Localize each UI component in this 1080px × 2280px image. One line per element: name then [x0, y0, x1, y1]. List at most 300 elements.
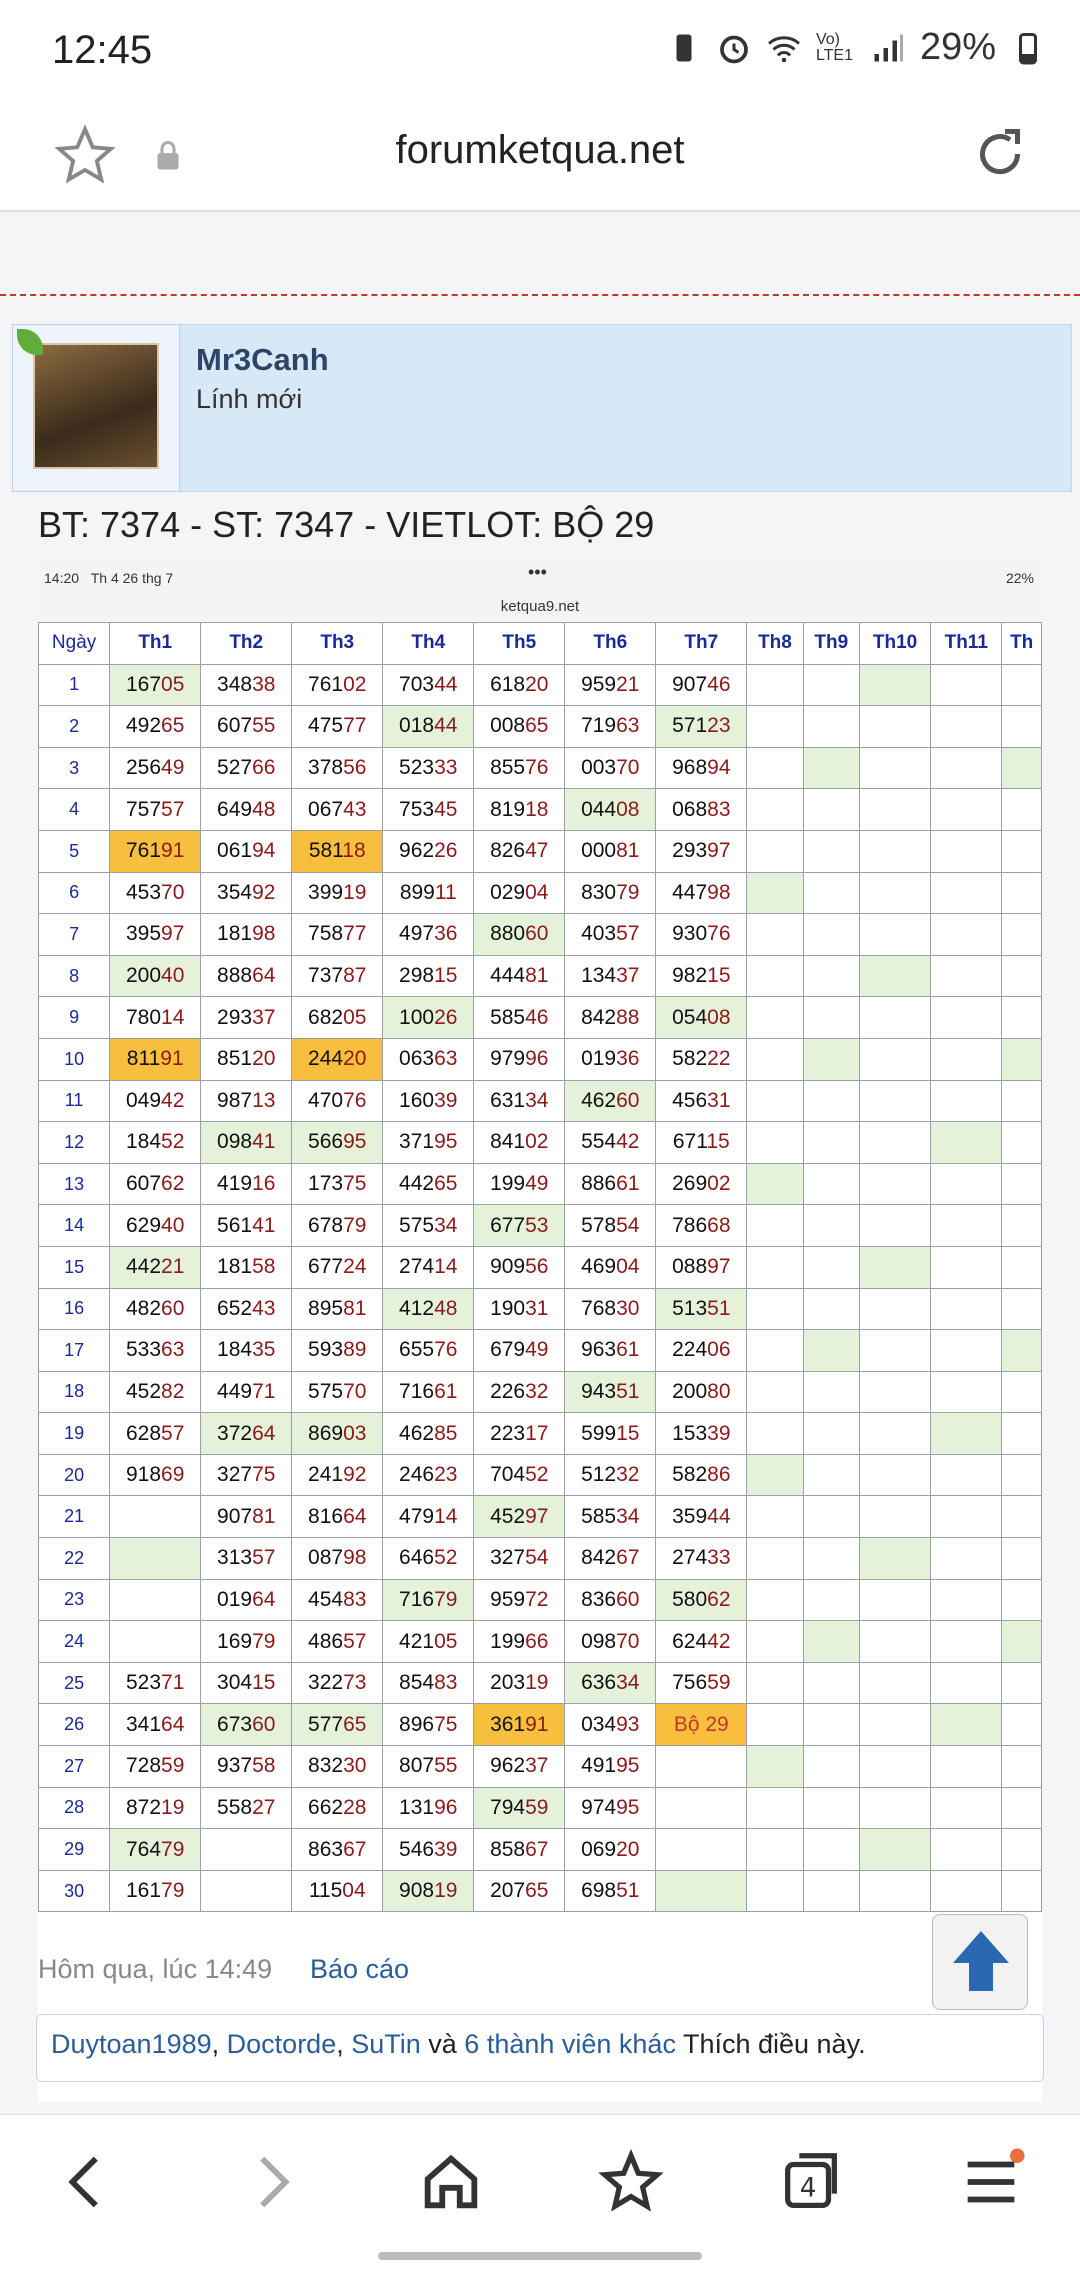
result-cell	[859, 1496, 930, 1538]
result-cell: 84102	[474, 1122, 565, 1164]
column-header: Th1	[110, 623, 201, 665]
column-header: Th10	[859, 623, 930, 665]
result-cell: 18435	[201, 1330, 292, 1372]
result-cell	[747, 914, 803, 956]
back-icon[interactable]	[52, 2147, 122, 2217]
report-link[interactable]: Báo cáo	[310, 1954, 410, 1984]
result-cell	[803, 1288, 859, 1330]
result-cell	[803, 1829, 859, 1871]
result-cell	[1002, 1829, 1042, 1871]
result-cell: 47914	[383, 1496, 474, 1538]
day-cell: 28	[39, 1787, 110, 1829]
result-cell: 06883	[656, 789, 747, 831]
result-cell	[803, 1163, 859, 1205]
result-cell	[931, 1496, 1002, 1538]
result-cell: 06920	[565, 1829, 656, 1871]
result-cell	[1002, 664, 1042, 706]
day-cell: 9	[39, 997, 110, 1039]
clock: 12:45	[52, 28, 153, 72]
result-cell: 85120	[201, 1038, 292, 1080]
result-cell	[859, 872, 930, 914]
result-cell	[1002, 1371, 1042, 1413]
result-cell	[747, 830, 803, 872]
forward-icon[interactable]	[236, 2147, 306, 2217]
scroll-top-button[interactable]	[932, 1914, 1028, 2010]
result-cell: 67753	[474, 1205, 565, 1247]
day-cell: 1	[39, 664, 110, 706]
result-cell	[1002, 1496, 1042, 1538]
result-cell: 93758	[201, 1746, 292, 1788]
result-cell: 49265	[110, 706, 201, 748]
embedded-time: 14:20 Th 4 26 thg 7	[44, 570, 174, 586]
result-cell	[931, 1538, 1002, 1580]
tabs-icon[interactable]	[776, 2147, 846, 2217]
result-cell	[803, 1038, 859, 1080]
result-cell	[931, 1870, 1002, 1912]
result-cell: 37195	[383, 1122, 474, 1164]
result-cell: 37856	[292, 747, 383, 789]
result-cell: 88864	[201, 955, 292, 997]
result-cell: 89675	[383, 1704, 474, 1746]
result-cell	[931, 1704, 1002, 1746]
result-cell: 59389	[292, 1330, 383, 1372]
result-cell: 35944	[656, 1496, 747, 1538]
table-row	[39, 997, 1042, 1039]
likes-suffix: Thích điều này.	[675, 2029, 866, 2059]
result-cell	[859, 1246, 930, 1288]
result-cell	[110, 1496, 201, 1538]
result-cell	[859, 664, 930, 706]
result-cell: 27414	[383, 1246, 474, 1288]
result-cell: 41248	[383, 1288, 474, 1330]
result-cell	[859, 1662, 930, 1704]
url-text[interactable]: forumketqua.net	[395, 128, 685, 172]
result-cell: 67360	[201, 1704, 292, 1746]
day-cell: 5	[39, 830, 110, 872]
result-cell	[747, 1538, 803, 1580]
result-cell	[803, 1579, 859, 1621]
result-cell: 62857	[110, 1413, 201, 1455]
result-cell	[747, 1205, 803, 1247]
result-cell: 00370	[565, 747, 656, 789]
result-cell: 70344	[383, 664, 474, 706]
battery-percent: 29%	[919, 26, 996, 68]
result-cell	[803, 1621, 859, 1663]
result-cell	[747, 1163, 803, 1205]
result-cell: 52371	[110, 1662, 201, 1704]
day-cell: 2	[39, 706, 110, 748]
result-cell: 13196	[383, 1787, 474, 1829]
result-cell: 05408	[656, 997, 747, 1039]
day-cell: 14	[39, 1205, 110, 1247]
result-cell: 82647	[474, 830, 565, 872]
result-cell	[747, 1746, 803, 1788]
result-cell	[859, 1787, 930, 1829]
result-cell	[1002, 830, 1042, 872]
result-cell: 15339	[656, 1413, 747, 1455]
day-cell: 19	[39, 1413, 110, 1455]
result-cell	[1002, 997, 1042, 1039]
result-cell	[803, 1080, 859, 1122]
column-header: Th8	[747, 623, 803, 665]
result-cell	[803, 830, 859, 872]
result-cell: 66228	[292, 1787, 383, 1829]
day-cell: 4	[39, 789, 110, 831]
result-cell	[747, 1829, 803, 1871]
result-cell: 34164	[110, 1704, 201, 1746]
day-cell: 22	[39, 1538, 110, 1580]
result-cell	[747, 1122, 803, 1164]
day-cell: 25	[39, 1662, 110, 1704]
result-cell: 63634	[565, 1662, 656, 1704]
result-cell	[803, 1413, 859, 1455]
table-row	[39, 1246, 1042, 1288]
result-cell: 72859	[110, 1746, 201, 1788]
result-cell: 20765	[474, 1870, 565, 1912]
result-cell: 81664	[292, 1496, 383, 1538]
result-cell	[1002, 1538, 1042, 1580]
result-cell: 03493	[565, 1704, 656, 1746]
result-cell: 00865	[474, 706, 565, 748]
result-cell: 57854	[565, 1205, 656, 1247]
result-cell	[803, 955, 859, 997]
result-cell	[201, 1870, 292, 1912]
result-cell: 90819	[383, 1870, 474, 1912]
status-icons	[666, 26, 1046, 69]
result-cell: 69851	[565, 1870, 656, 1912]
result-cell: 71661	[383, 1371, 474, 1413]
result-cell: 39919	[292, 872, 383, 914]
like-user[interactable]: Doctorde	[226, 2029, 337, 2059]
column-header: Th7	[656, 623, 747, 665]
result-cell	[931, 706, 1002, 748]
result-cell: 32273	[292, 1662, 383, 1704]
result-cell: 86903	[292, 1413, 383, 1455]
result-cell: 76479	[110, 1829, 201, 1871]
table-row	[39, 1829, 1042, 1871]
column-header: Th4	[383, 623, 474, 665]
result-cell: 45297	[474, 1496, 565, 1538]
username[interactable]: Mr3Canh	[196, 342, 329, 377]
column-header: Ngày	[39, 623, 110, 665]
reload-icon[interactable]	[970, 124, 1030, 184]
post-title: BT: 7374 - ST: 7347 - VIETLOT: BỘ 29	[38, 504, 655, 545]
like-user[interactable]: Duytoan1989	[51, 2029, 212, 2059]
network-type: Vo) LTE1	[815, 30, 853, 64]
result-cell: 00081	[565, 830, 656, 872]
like-user[interactable]: SuTin	[351, 2029, 421, 2059]
column-header: Th	[1002, 623, 1042, 665]
result-cell	[1002, 1080, 1042, 1122]
result-cell	[931, 1330, 1002, 1372]
result-cell: 32754	[474, 1538, 565, 1580]
result-cell	[859, 1330, 930, 1372]
result-cell	[747, 872, 803, 914]
result-cell	[859, 1163, 930, 1205]
result-cell: 90781	[201, 1496, 292, 1538]
result-cell	[747, 1288, 803, 1330]
result-cell: 84267	[565, 1538, 656, 1580]
result-cell	[931, 830, 1002, 872]
day-cell: 17	[39, 1330, 110, 1372]
result-cell	[747, 1038, 803, 1080]
result-cell	[656, 1870, 747, 1912]
column-header: Th11	[931, 623, 1002, 665]
result-cell	[1002, 914, 1042, 956]
result-cell: 85867	[474, 1829, 565, 1871]
result-cell	[859, 1454, 930, 1496]
result-cell: 79459	[474, 1787, 565, 1829]
table-row	[39, 1205, 1042, 1247]
result-cell: 58118	[292, 830, 383, 872]
result-cell: 51232	[565, 1454, 656, 1496]
result-cell: 96226	[383, 830, 474, 872]
bookmarks-icon[interactable]	[596, 2147, 666, 2217]
result-cell: 65576	[383, 1330, 474, 1372]
result-cell: 71963	[565, 706, 656, 748]
result-cell	[747, 789, 803, 831]
day-cell: 24	[39, 1621, 110, 1663]
day-cell: 12	[39, 1122, 110, 1164]
result-cell	[859, 1038, 930, 1080]
bookmark-star-icon[interactable]	[54, 124, 116, 186]
result-cell: 47577	[292, 706, 383, 748]
result-cell: 83660	[565, 1579, 656, 1621]
result-cell: 47076	[292, 1080, 383, 1122]
table-row	[39, 1496, 1042, 1538]
dashed-divider	[0, 294, 1080, 296]
result-cell: 58286	[656, 1454, 747, 1496]
result-cell	[803, 1205, 859, 1247]
result-cell: 49736	[383, 914, 474, 956]
table-row	[39, 1163, 1042, 1205]
result-cell: 56695	[292, 1122, 383, 1164]
result-cell: 58534	[565, 1496, 656, 1538]
avatar-frame	[12, 324, 180, 492]
result-cell: 32775	[201, 1454, 292, 1496]
result-cell: 95972	[474, 1579, 565, 1621]
day-cell: 26	[39, 1704, 110, 1746]
result-cell: 89581	[292, 1288, 383, 1330]
result-cell: 96361	[565, 1330, 656, 1372]
result-cell	[1002, 1205, 1042, 1247]
result-cell: 87219	[110, 1787, 201, 1829]
result-cell	[747, 747, 803, 789]
result-cell: 88060	[474, 914, 565, 956]
result-cell	[803, 1746, 859, 1788]
result-cell	[803, 1787, 859, 1829]
result-cell: 01936	[565, 1038, 656, 1080]
result-cell: 58222	[656, 1038, 747, 1080]
embedded-screenshot[interactable]	[38, 562, 1042, 2102]
table-row	[39, 706, 1042, 748]
result-cell	[931, 747, 1002, 789]
result-cell: 24623	[383, 1454, 474, 1496]
result-cell: 44221	[110, 1246, 201, 1288]
result-cell	[803, 1496, 859, 1538]
result-cell	[859, 789, 930, 831]
result-cell: 85576	[474, 747, 565, 789]
result-cell	[859, 1371, 930, 1413]
embedded-battery: 22%	[1005, 570, 1034, 586]
result-cell	[803, 1454, 859, 1496]
result-cell: 09841	[201, 1122, 292, 1164]
result-cell: 67724	[292, 1246, 383, 1288]
result-cell	[931, 1122, 1002, 1164]
result-cell	[859, 1829, 930, 1871]
results-table	[38, 622, 1042, 1912]
result-cell	[747, 1080, 803, 1122]
result-cell	[859, 706, 930, 748]
result-cell: 45282	[110, 1371, 201, 1413]
result-cell	[931, 1413, 1002, 1455]
result-cell: Bộ 29	[656, 1704, 747, 1746]
table-row	[39, 747, 1042, 789]
alarm-icon	[716, 30, 752, 66]
result-cell	[747, 955, 803, 997]
result-cell: 29397	[656, 830, 747, 872]
result-cell	[931, 1829, 1002, 1871]
result-cell	[747, 706, 803, 748]
day-cell: 23	[39, 1579, 110, 1621]
result-cell: 18452	[110, 1122, 201, 1164]
result-cell: 18198	[201, 914, 292, 956]
table-row	[39, 1413, 1042, 1455]
result-cell	[803, 1330, 859, 1372]
result-cell: 25649	[110, 747, 201, 789]
result-cell	[859, 1205, 930, 1247]
table-row	[39, 1038, 1042, 1080]
result-cell: 31357	[201, 1538, 292, 1580]
result-cell	[803, 1538, 859, 1580]
result-cell: 13437	[565, 955, 656, 997]
and-text: và	[420, 2029, 465, 2059]
result-cell	[859, 997, 930, 1039]
result-cell	[1002, 1454, 1042, 1496]
result-cell	[803, 747, 859, 789]
result-cell: 86367	[292, 1829, 383, 1871]
result-cell: 40357	[565, 914, 656, 956]
result-cell: 75757	[110, 789, 201, 831]
table-row	[39, 1787, 1042, 1829]
result-cell	[803, 997, 859, 1039]
signal-icon	[870, 30, 906, 66]
column-header: Th3	[292, 623, 383, 665]
result-cell: 54639	[383, 1829, 474, 1871]
result-cell: 75877	[292, 914, 383, 956]
result-cell	[110, 1538, 201, 1580]
result-cell: 59915	[565, 1413, 656, 1455]
result-cell: 44265	[383, 1163, 474, 1205]
result-cell: 58062	[656, 1579, 747, 1621]
result-cell: 93076	[656, 914, 747, 956]
result-cell	[931, 789, 1002, 831]
like-others-link[interactable]: 6 thành viên khác	[464, 2029, 676, 2059]
table-row	[39, 1122, 1042, 1164]
result-cell	[931, 914, 1002, 956]
result-cell: 42105	[383, 1621, 474, 1663]
result-cell: 17375	[292, 1163, 383, 1205]
result-cell: 97495	[565, 1787, 656, 1829]
result-cell: 46260	[565, 1080, 656, 1122]
result-cell	[747, 1662, 803, 1704]
day-cell: 11	[39, 1080, 110, 1122]
result-cell: 36191	[474, 1704, 565, 1746]
result-cell: 45370	[110, 872, 201, 914]
result-cell: 60755	[201, 706, 292, 748]
result-cell: 09870	[565, 1621, 656, 1663]
result-cell	[747, 1704, 803, 1746]
day-cell: 13	[39, 1163, 110, 1205]
arrow-up-icon	[933, 1915, 1029, 2011]
table-row	[39, 872, 1042, 914]
result-cell: 45483	[292, 1579, 383, 1621]
result-cell: 04408	[565, 789, 656, 831]
home-icon[interactable]	[416, 2147, 486, 2217]
result-cell	[931, 1246, 1002, 1288]
result-cell: 06363	[383, 1038, 474, 1080]
result-cell	[931, 1579, 1002, 1621]
menu-icon[interactable]	[956, 2147, 1026, 2217]
result-cell	[747, 664, 803, 706]
result-cell: 22632	[474, 1371, 565, 1413]
result-cell: 70452	[474, 1454, 565, 1496]
result-cell	[1002, 747, 1042, 789]
result-cell: 96237	[474, 1746, 565, 1788]
result-cell	[931, 1080, 1002, 1122]
table-row	[39, 1704, 1042, 1746]
day-cell: 30	[39, 1870, 110, 1912]
result-cell: 98713	[201, 1080, 292, 1122]
home-indicator	[378, 2252, 702, 2260]
result-cell	[747, 1413, 803, 1455]
result-cell: 41916	[201, 1163, 292, 1205]
result-cell: 06194	[201, 830, 292, 872]
embedded-status-bar	[38, 562, 1042, 622]
day-cell: 29	[39, 1829, 110, 1871]
result-cell: 45631	[656, 1080, 747, 1122]
result-cell	[859, 747, 930, 789]
result-cell: 60762	[110, 1163, 201, 1205]
avatar[interactable]	[33, 343, 159, 469]
result-cell: 27433	[656, 1538, 747, 1580]
result-cell: 11504	[292, 1870, 383, 1912]
result-cell: 56141	[201, 1205, 292, 1247]
result-cell: 62442	[656, 1621, 747, 1663]
result-cell: 71679	[383, 1579, 474, 1621]
result-cell: 16039	[383, 1080, 474, 1122]
day-cell: 6	[39, 872, 110, 914]
result-cell	[1002, 1413, 1042, 1455]
result-cell: 81191	[110, 1038, 201, 1080]
result-cell: 62940	[110, 1205, 201, 1247]
result-cell	[1002, 1870, 1042, 1912]
embedded-url: ketqua9.net	[500, 598, 580, 615]
result-cell	[1002, 1621, 1042, 1663]
separator: ,	[211, 2029, 227, 2059]
result-cell	[747, 1621, 803, 1663]
table-row	[39, 1454, 1042, 1496]
result-cell: 29815	[383, 955, 474, 997]
separator: ,	[336, 2029, 352, 2059]
result-cell: 44798	[656, 872, 747, 914]
day-cell: 3	[39, 747, 110, 789]
result-cell: 76102	[292, 664, 383, 706]
result-cell: 76191	[110, 830, 201, 872]
result-cell	[859, 1579, 930, 1621]
result-cell	[747, 1496, 803, 1538]
result-cell: 80755	[383, 1746, 474, 1788]
